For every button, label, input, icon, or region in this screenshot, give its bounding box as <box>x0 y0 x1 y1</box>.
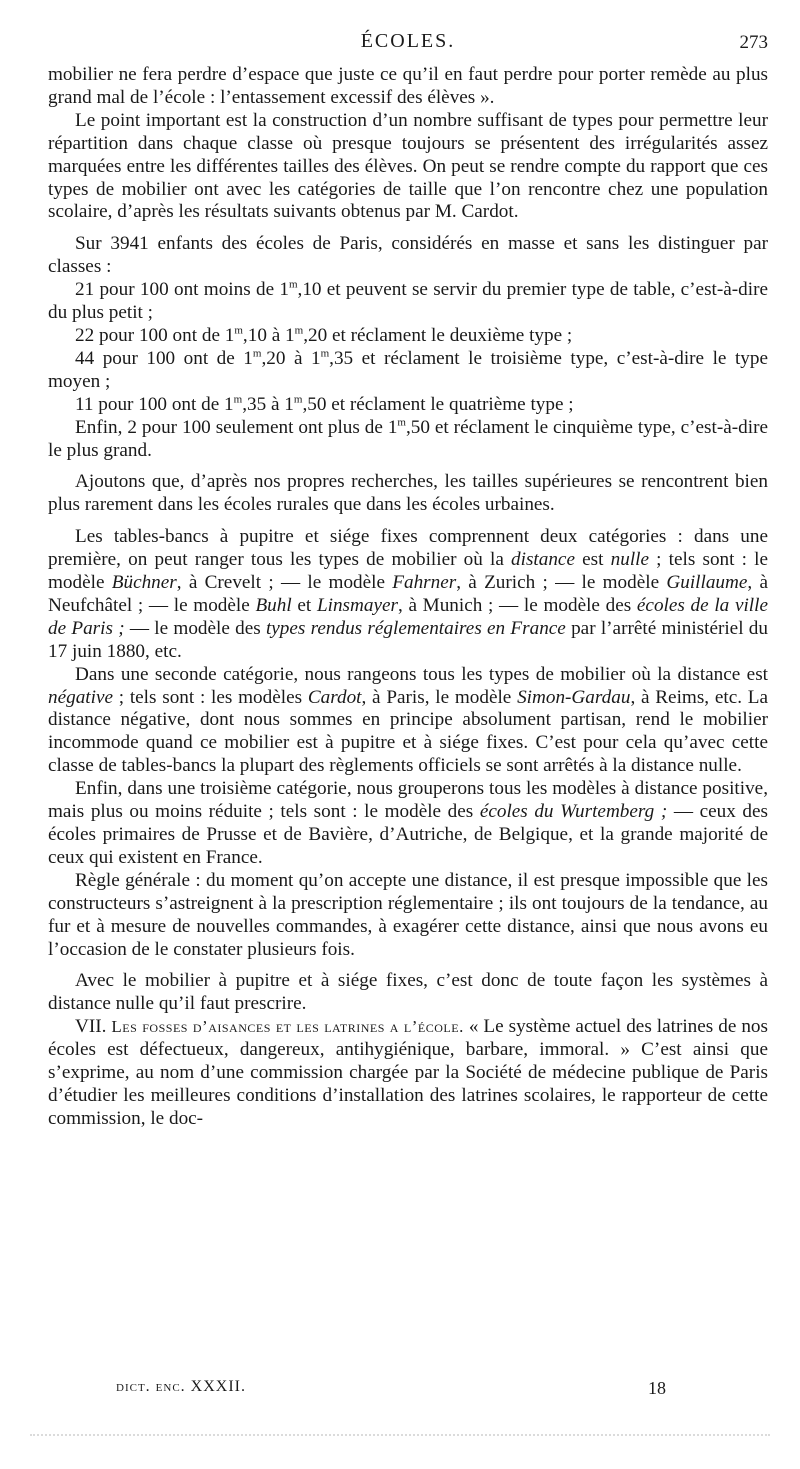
section-number: VII. <box>75 1016 112 1038</box>
section-heading: Les fosses d’aisances et les latrines a l’école. <box>111 1017 464 1037</box>
signature-mark: dict. enc. XXXII. <box>116 1378 246 1395</box>
paragraph: Avec le mobilier à pupitre et à siége fixes, c’est donc de toute façon les systèmes à distance nulle qu’il faut prescrire. <box>48 970 768 1015</box>
paragraph: 22 pour 100 ont de 1$^m$,10 à 1$^m$,20 et réclament le deuxième type ; <box>75 324 573 346</box>
paragraph: mobilier ne fera perdre d’espace que juste ce qu’il en faut perdre pour porter remède au plus grand mal de l’école : l’entassement excessif des élèves ». <box>48 64 768 108</box>
paragraph: Règle générale : du moment qu’on accepte une distance, il est presque impossible que les constructeurs s’astreignent à la prescription réglementaire ; ils ont toujours de la tendance, au fur et à mesure de nouvelles commandes, à exagérer cette distance, ainsi que nous avons eu l’occasion de le constater plusieurs fois. <box>48 869 768 960</box>
paragraph: 11 pour 100 ont de 1$^m$,35 à 1$^m$,50 et réclament le quatrième type ; <box>75 393 574 415</box>
page-number: 273 <box>739 32 768 53</box>
text-body <box>48 64 768 1131</box>
paragraph: Enfin, 2 pour 100 seulement ont plus de 1$^m$,50 et réclament le cinquième type, c’est-à-dire le plus grand. <box>48 416 768 461</box>
paragraph: Les tables-bancs à pupitre et siége fixes comprennent deux catégories : dans une première, on peut ranger tous les types de mobilier où la distance est nulle ; tels sont : le modèle Büchner, à Crevelt ; — le modèle Fahrner, à Zurich ; — le modèle Guillaume, à Neufchâtel ; — le modèle Buhl et Linsmayer, à Munich ; — le modèle des écoles de la ville de Paris ; — le modèle des types rendus réglementaires en France par l’arrêté ministériel du 17 juin 1880, etc. <box>48 526 768 662</box>
paragraph: 21 pour 100 ont moins de 1$^m$,10 et peuvent se servir du premier type de table, c’est-à-dire du plus petit ; <box>48 278 768 324</box>
paragraph: Le point important est la construction d’un nombre suffisant de types pour permettre leur répartition dans chaque classe où presque toujours se présentent des irrégularités assez marquées entre les différentes tailles des élèves. On peut se rendre compte du rapport que ces types de mobilier ont avec les catégories de taille que l’on rencontre chez une population scolaire, d’après les résultats suivants obtenus par M. Cardot. <box>48 109 768 223</box>
running-title: ÉCOLES. <box>360 30 456 52</box>
paragraph: Ajoutons que, d’après nos propres recherches, les tailles supérieures se rencontrent bien plus rarement dans les écoles rurales que dans les écoles urbaines. <box>48 471 768 516</box>
running-head <box>48 30 768 58</box>
paragraph: Dans une seconde catégorie, nous rangeons tous les types de mobilier où la distance est négative ; tels sont : les modèles Cardot, à Paris, le modèle Simon-Gardau, à Reims, etc. La distance négative, dont nous sommes en principe absolument partisan, rend le mobilier incommode quand ce mobilier est à pupitre et à siége fixes. C’est pour cela qu’avec cette classe de tables-bancs la plupart des règlements officiels se sont arrêtés à la distance nulle. <box>48 663 768 777</box>
paragraph: Sur 3941 enfants des écoles de Paris, considérés en masse et sans les distinguer par classes : <box>48 233 768 278</box>
scan-specks <box>30 1434 770 1442</box>
gathering-folio: 18 <box>648 1378 666 1398</box>
page-footer <box>48 1378 768 1404</box>
paragraph: 44 pour 100 ont de 1$^m$,20 à 1$^m$,35 et réclament le troisième type, c’est-à-dire le type moyen ; <box>48 347 768 392</box>
section-paragraph: VII. Les fosses d’aisances et les latrines a l’école. « Le système actuel des latrines de nos écoles est défectueux, dangereux, antihygiénique, barbare, immoral. » C’est ainsi que s’exprime, au nom d’une commission chargée par la Société de médecine publique de Paris d’étudier les meilleures conditions d’installation des latrines scolaires, le rapporteur de cette commission, le doc- <box>48 1016 768 1129</box>
paragraph: Enfin, dans une troisième catégorie, nous grouperons tous les modèles à distance positive, mais plus ou moins réduite ; tels sont : le modèle des écoles du Wurtemberg ; — ceux des écoles primaires de Prusse et de Bavière, d’Autriche, de Belgique, et la grande majorité de ceux qui existent en France. <box>48 778 768 868</box>
